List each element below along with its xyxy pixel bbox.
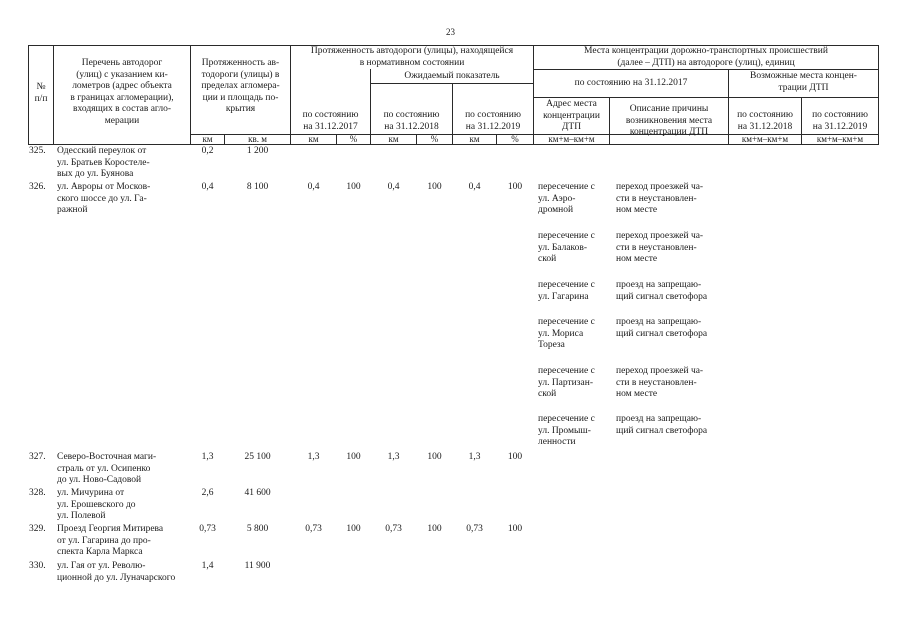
norm-percent-2019: 100	[507, 182, 523, 192]
norm-km-2019: 0,4	[468, 182, 481, 192]
norm-percent-2019: 100	[507, 524, 523, 534]
dtp-reason: проезд на запрещаю- щий сигнал светофора	[616, 280, 708, 302]
norm-percent-2017: 100	[346, 182, 361, 192]
norm-percent-2018: 100	[427, 524, 442, 534]
dtp-address: пересечение с ул. Балаков- ской	[538, 231, 595, 264]
norm-km-2017: 1,3	[307, 452, 320, 462]
page-number: 23	[446, 27, 455, 37]
unit-km-m: км+м–км+м	[741, 134, 789, 144]
header-road-list: Перечень автодорог (улиц) с указанием ки- лометров (адрес объекта в границах агломерации), входящих в состав агло- мерации	[70, 58, 174, 126]
header-address: Адрес места концентрации ДТП	[543, 99, 600, 132]
area-sq-m: 8 100	[246, 182, 269, 192]
norm-percent-2017: 100	[346, 524, 361, 534]
road-name: ул. Авроры от Москов- ского шоссе до ул. Га- ражной	[57, 182, 151, 215]
norm-percent-2018: 100	[427, 452, 442, 462]
header-possible-2018: по состоянию на 31.12.2018	[737, 110, 793, 132]
length-km: 0,73	[199, 524, 216, 534]
norm-km-2018: 1,3	[387, 452, 400, 462]
road-name: ул. Гая от ул. Револю- ционной до ул. Луначарского	[57, 561, 176, 583]
length-km: 0,4	[201, 182, 214, 192]
length-km: 1,4	[201, 561, 214, 571]
header-possible: Возможные места концен- трации ДТП	[750, 71, 857, 93]
unit-km: км	[469, 134, 480, 144]
area-sq-m: 41 600	[244, 488, 271, 498]
row-number: 326.	[29, 182, 46, 192]
road-name: ул. Мичурина от ул. Ерошевского до ул. Полевой	[57, 488, 136, 521]
header-2018: по состоянию на 31.12.2018	[383, 110, 440, 132]
header-length: Протяженность ав- тодороги (улицы) в пределах агломера- ции и площадь по- крытия	[201, 58, 280, 114]
unit-percent: %	[430, 134, 439, 144]
unit-percent: %	[349, 134, 358, 144]
norm-km-2019: 0,73	[466, 524, 483, 534]
dtp-reason: переход проезжей ча- сти в неустановлен- ном месте	[616, 182, 704, 215]
dtp-reason: проезд на запрещаю- щий сигнал светофора	[616, 317, 708, 339]
norm-percent-2017: 100	[346, 452, 361, 462]
row-number: 325.	[29, 146, 46, 156]
dtp-reason: переход проезжей ча- сти в неустановлен- ном месте	[616, 366, 704, 399]
unit-percent: %	[511, 134, 519, 144]
area-sq-m: 1 200	[246, 146, 269, 156]
norm-km-2018: 0,73	[385, 524, 402, 534]
dtp-reason: переход проезжей ча- сти в неустановлен- ном месте	[616, 231, 704, 264]
unit-km-m: км+м–км+м	[548, 134, 595, 144]
norm-percent-2018: 100	[427, 182, 442, 192]
unit-km: км	[202, 134, 213, 144]
row-number: 328.	[29, 488, 46, 498]
row-number: 327.	[29, 452, 46, 462]
header-expected: Ожидаемый показатель	[404, 71, 500, 81]
norm-km-2018: 0,4	[387, 182, 400, 192]
header-normative: Протяженность автодороги (улицы), находящейся в нормативном состоянии	[310, 46, 514, 68]
header-possible-2019: по состоянию на 31.12.2019	[812, 110, 868, 132]
length-km: 0,2	[201, 146, 214, 156]
area-sq-m: 5 800	[246, 524, 269, 534]
unit-km: км	[308, 134, 319, 144]
header-dtp: Места концентрации дорожно-транспортных происшествий (далее – ДТП) на автодороге (улиц), единиц	[584, 46, 828, 68]
row-number: 329.	[29, 524, 46, 534]
norm-km-2019: 1,3	[468, 452, 481, 462]
norm-km-2017: 0,73	[305, 524, 322, 534]
area-sq-m: 25 100	[244, 452, 271, 462]
road-name: Одесский переулок от ул. Братьев Коростеле- вых до ул. Буянова	[57, 146, 150, 179]
header-num: № п/п	[34, 82, 48, 104]
unit-sq-m: кв. м	[248, 134, 267, 144]
row-number: 330.	[29, 561, 46, 571]
road-name: Северо-Восточная маги- страль от ул. Осипенко до ул. Ново-Садовой	[57, 452, 157, 485]
header-reason: Описание причины возникновения места концентрации ДТП	[625, 104, 713, 137]
length-km: 2,6	[201, 488, 214, 498]
norm-km-2017: 0,4	[307, 182, 320, 192]
header-dtp-as-of: по состоянию на 31.12.2017	[574, 78, 688, 88]
header-2017: по состоянию на 31.12.2017	[302, 110, 359, 132]
dtp-address: пересечение с ул. Партизан- ской	[538, 366, 595, 399]
dtp-address: пересечение с ул. Мориса Тореза	[538, 317, 595, 350]
area-sq-m: 11 900	[244, 561, 271, 571]
norm-percent-2019: 100	[507, 452, 523, 462]
dtp-address: пересечение с ул. Промыш- ленности	[538, 414, 595, 447]
dtp-address: пересечение с ул. Гагарина	[538, 280, 595, 302]
dtp-reason: проезд на запрещаю- щий сигнал светофора	[616, 414, 708, 436]
dtp-address: пересечение с ул. Аэро- дромной	[538, 182, 595, 215]
header-2019: по состоянию на 31.12.2019	[465, 110, 521, 132]
unit-km: км	[388, 134, 399, 144]
unit-km-m: км+м–км+м	[816, 134, 864, 144]
length-km: 1,3	[201, 452, 214, 462]
road-name: Проезд Георгия Митирева от ул. Гагарина до про- спекта Карла Маркса	[57, 524, 164, 557]
